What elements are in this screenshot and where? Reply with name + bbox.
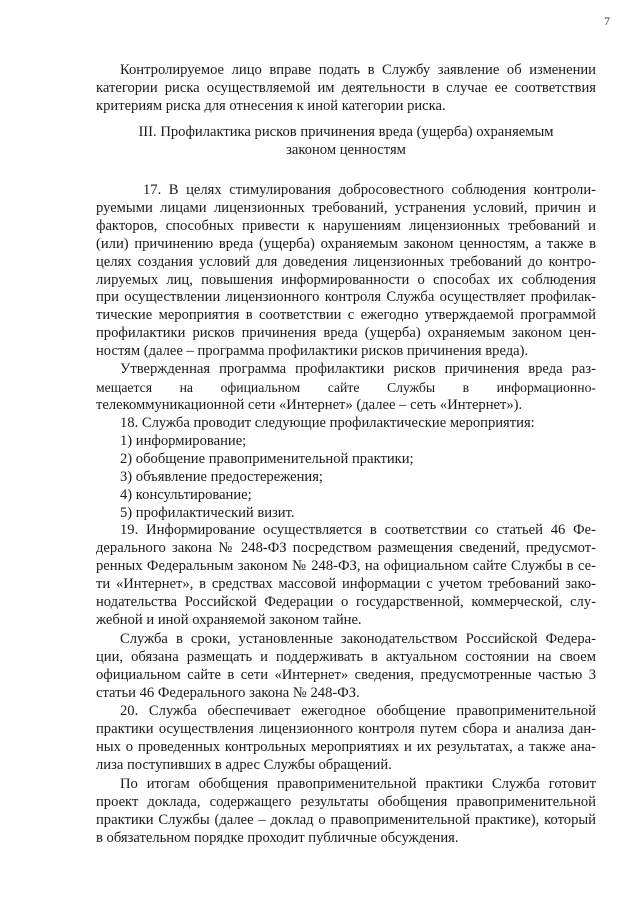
paragraph-17-cont — [96, 361, 596, 415]
text-line: Утвержденная программа профилактики рисков причинения вреда раз- — [120, 361, 596, 377]
text-line: лиза поступивших в адрес Службы обращений. — [96, 756, 392, 773]
paragraph-19-cont — [96, 631, 596, 703]
text-line: Служба в сроки, установленные законодательством Российской Федера- — [120, 631, 596, 647]
text-line: ренных Федеральным законом № 248-ФЗ, на официальном сайте Службы в се- — [96, 557, 596, 574]
text-line: телекоммуникационной сети «Интернет» (далее – сеть «Интернет»). — [96, 396, 523, 413]
text-line: статьи 46 Федерального закона № 248-ФЗ. — [96, 684, 360, 701]
intro-paragraph — [96, 62, 596, 116]
heading-line: III. Профилактика рисков причинения вреда (ущерба) охраняемым — [138, 124, 554, 140]
text-line: 20. Служба обеспечивает ежегодное обобщение правоприменительной — [120, 703, 596, 719]
list-item: 2) обобщение правоприменительной практики; — [120, 450, 414, 467]
text-line: 19. Информирование осуществляется в соответствии со статьей 46 Фе- — [120, 522, 596, 538]
text-line: (или) причинению вреда (ущерба) охраняемым законом ценностям, а также в — [96, 235, 596, 252]
text-line: По итогам обобщения правоприменительной практики Служба готовит — [120, 776, 596, 792]
text-line: дерального закона № 248-ФЗ посредством размещения сведений, предусмот- — [96, 539, 596, 556]
text-line: в обязательном порядке проходит публичные обсуждения. — [96, 829, 459, 846]
page-number: 7 — [604, 14, 610, 28]
text-line: практики осуществления лицензионного контроля путем сбора и анализа дан- — [96, 720, 596, 737]
list-item: 1) информирование; — [120, 432, 247, 449]
text-line: ностям (далее – программа профилактики рисков причинения вреда). — [96, 343, 529, 360]
text-line: жебной и иной охраняемой законом тайне. — [96, 611, 362, 628]
text-line: 18. Служба проводит следующие профилактические мероприятия: — [120, 415, 535, 431]
text-line: мещается на официальном сайте Службы в информационно- — [96, 379, 596, 395]
text-line: профилактики рисков причинения вреда (ущерба) охраняемым законом цен- — [96, 325, 596, 342]
text-line: факторов, способных привести к нарушениям лицензионных требований и — [96, 217, 596, 234]
text-line: Контролируемое лицо вправе подать в Службу заявление об изменении — [120, 62, 596, 78]
paragraph-20-cont — [96, 776, 596, 848]
text-line: ти «Интернет», в средствах массовой информации с учетом требований зако- — [96, 575, 596, 592]
paragraph-19 — [96, 522, 596, 629]
heading-line: законом ценностям — [286, 141, 406, 158]
list-item: 5) профилактический визит. — [120, 504, 295, 521]
text-line: ции, обязана размещать и поддерживать в актуальном состоянии на своем — [96, 648, 596, 665]
text-line: официальном сайте в сети «Интернет» сведения, предусмотренные частью 3 — [96, 666, 596, 683]
text-line: нодательства Российской Федерации о государственной, коммерческой, слу- — [96, 593, 596, 610]
text-line: 17. В целях стимулирования добросовестного соблюдения контроли- — [143, 182, 596, 198]
text-line: ных о проведенных контрольных мероприятиях и их результатах, а также ана- — [96, 738, 596, 755]
paragraph-20 — [96, 703, 596, 775]
text-line: проект доклада, содержащего результаты обобщения правоприменительной — [96, 793, 596, 810]
text-line: критериям риска для отнесения к иной категории риска. — [96, 97, 446, 114]
text-line: категории риска осуществляемой им деятельности в случае ее соответствия — [96, 79, 596, 96]
text-line: тические мероприятия в соответствии с ежегодно утверждаемой программой — [96, 307, 596, 324]
text-line: практики Службы (далее – доклад о правоприменительной практике), который — [96, 811, 596, 828]
text-line: при осуществлении лицензионного контроля Служба осуществляет профилак- — [96, 289, 596, 306]
list-item: 3) объявление предостережения; — [120, 468, 323, 485]
text-line: целях создания условий для доведения лицензионных требований до контро- — [96, 253, 596, 270]
text-line: руемыми лицами лицензионных требований, устранения условий, причин и — [96, 199, 596, 216]
section-heading — [96, 124, 596, 160]
list-item: 4) консультирование; — [120, 486, 252, 503]
paragraph-18 — [96, 415, 596, 522]
paragraph-17 — [96, 182, 596, 361]
text-line: лируемых лиц, повышения информированности о способах их соблюдения — [96, 271, 596, 288]
